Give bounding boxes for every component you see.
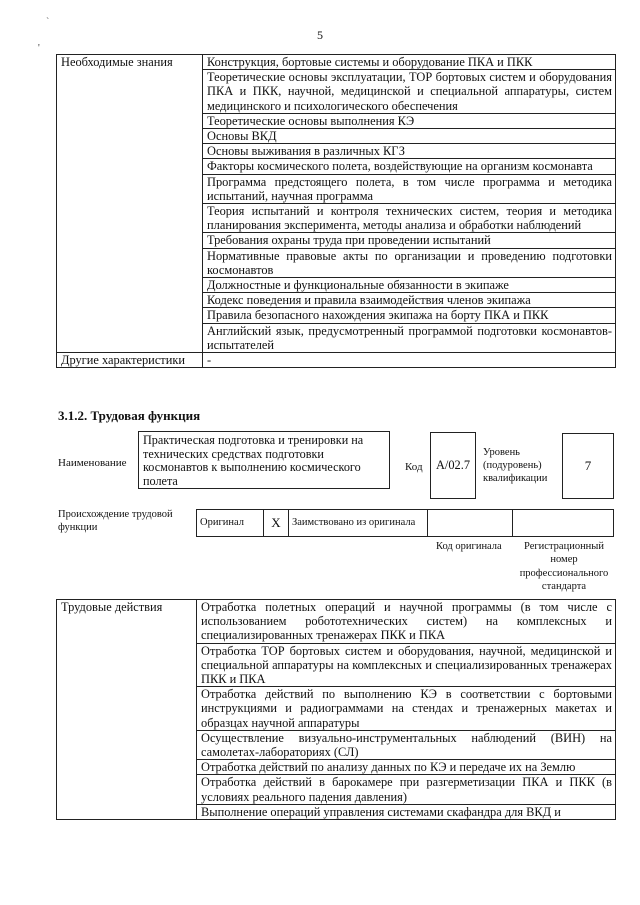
registration-number-cell (513, 510, 614, 537)
knowledge-item: Теория испытаний и контроля технических систем, теория и методика планирования эксперимента, методы анализа и обработки наблюдений (203, 204, 616, 233)
knowledge-item: Факторы космического полета, воздействующие на организм космонавта (203, 159, 616, 174)
page-number: 5 (317, 28, 323, 42)
other-characteristics-value: - (203, 353, 616, 368)
name-label: Наименование (58, 457, 127, 469)
level-value: 7 (562, 433, 614, 499)
knowledge-label: Необходимые знания (57, 55, 203, 353)
knowledge-table (56, 54, 616, 368)
action-item: Выполнение операций управления системами скафандра для ВКД и (197, 804, 616, 819)
knowledge-item: Программа предстоящего полета, в том числе программа и методика испытаний, научная программа (203, 174, 616, 203)
origin-original: Оригинал (197, 510, 264, 537)
knowledge-item: Основы выживания в различных КГЗ (203, 144, 616, 159)
knowledge-item: Теоретические основы выполнения КЭ (203, 113, 616, 128)
margin-mark: ` (46, 17, 50, 28)
knowledge-item: Должностные и функциональные обязанности в экипаже (203, 278, 616, 293)
knowledge-item: Правила безопасного нахождения экипажа на борту ПКА и ПКК (203, 308, 616, 323)
knowledge-item: Нормативные правовые акты по организации и проведению подготовки космонавтов (203, 248, 616, 277)
action-item: Отработка действий по выполнению КЭ в соответствии с бортовыми инструкциями и радиограммами на стендах и тренажерных макетах и образцах научной аппаратуры (197, 687, 616, 731)
actions-label: Трудовые действия (57, 600, 197, 820)
knowledge-item: Теоретические основы эксплуатации, ТОР бортовых систем и оборудования ПКА и ПКК, научной, медицинской и специальной аппаратуры, систем медицинского и психологического обеспечения (203, 70, 616, 114)
section-title: 3.1.2. Трудовая функция (58, 408, 201, 423)
knowledge-item: Английский язык, предусмотренный программой подготовки космонавтов-испытателей (203, 323, 616, 352)
other-characteristics-label: Другие характеристики (57, 353, 203, 368)
code-label: Код (405, 461, 423, 473)
code-value: A/02.7 (430, 432, 476, 499)
origin-label: Происхождение трудовой функции (58, 509, 173, 533)
original-code-caption: Код оригинала (436, 541, 502, 552)
margin-mark: ' (38, 43, 40, 54)
original-code-cell (428, 510, 513, 537)
origin-table (196, 509, 614, 537)
action-item: Отработка полетных операций и научной программы (в том числе с использованием робототехнических систем) на комплексных и специализированных тренажерах ПКК и ПКА (197, 600, 616, 644)
origin-mark: X (264, 510, 289, 537)
knowledge-item: Конструкция, бортовые системы и оборудование ПКА и ПКК (203, 55, 616, 70)
knowledge-item: Основы ВКД (203, 129, 616, 144)
registration-caption: Регистрационный номер профессионального стандарта (519, 541, 609, 593)
knowledge-item: Кодекс поведения и правила взаимодействия членов экипажа (203, 293, 616, 308)
action-item: Осуществление визуально-инструментальных наблюдений (ВИН) на самолетах-лабораториях (СЛ) (197, 730, 616, 759)
origin-borrowed: Заимствовано из оригинала (289, 510, 428, 537)
level-label: Уровень (подуровень) квалификации (483, 447, 548, 484)
name-value: Практическая подготовка и тренировки на технических средствах подготовки космонавтов к выполнению космического полета (138, 431, 390, 489)
action-item: Отработка действий по анализу данных по КЭ и передаче их на Землю (197, 760, 616, 775)
action-item: Отработка ТОР бортовых систем и оборудования, научной, медицинской и специальной аппаратуры на комплексных и специализированных тренажерах ПКК и ПКА (197, 643, 616, 687)
knowledge-item: Требования охраны труда при проведении испытаний (203, 233, 616, 248)
actions-table (56, 599, 616, 820)
action-item: Отработка действий в барокамере при разгерметизации ПКА и ПКК (в условиях реального падения давления) (197, 775, 616, 804)
